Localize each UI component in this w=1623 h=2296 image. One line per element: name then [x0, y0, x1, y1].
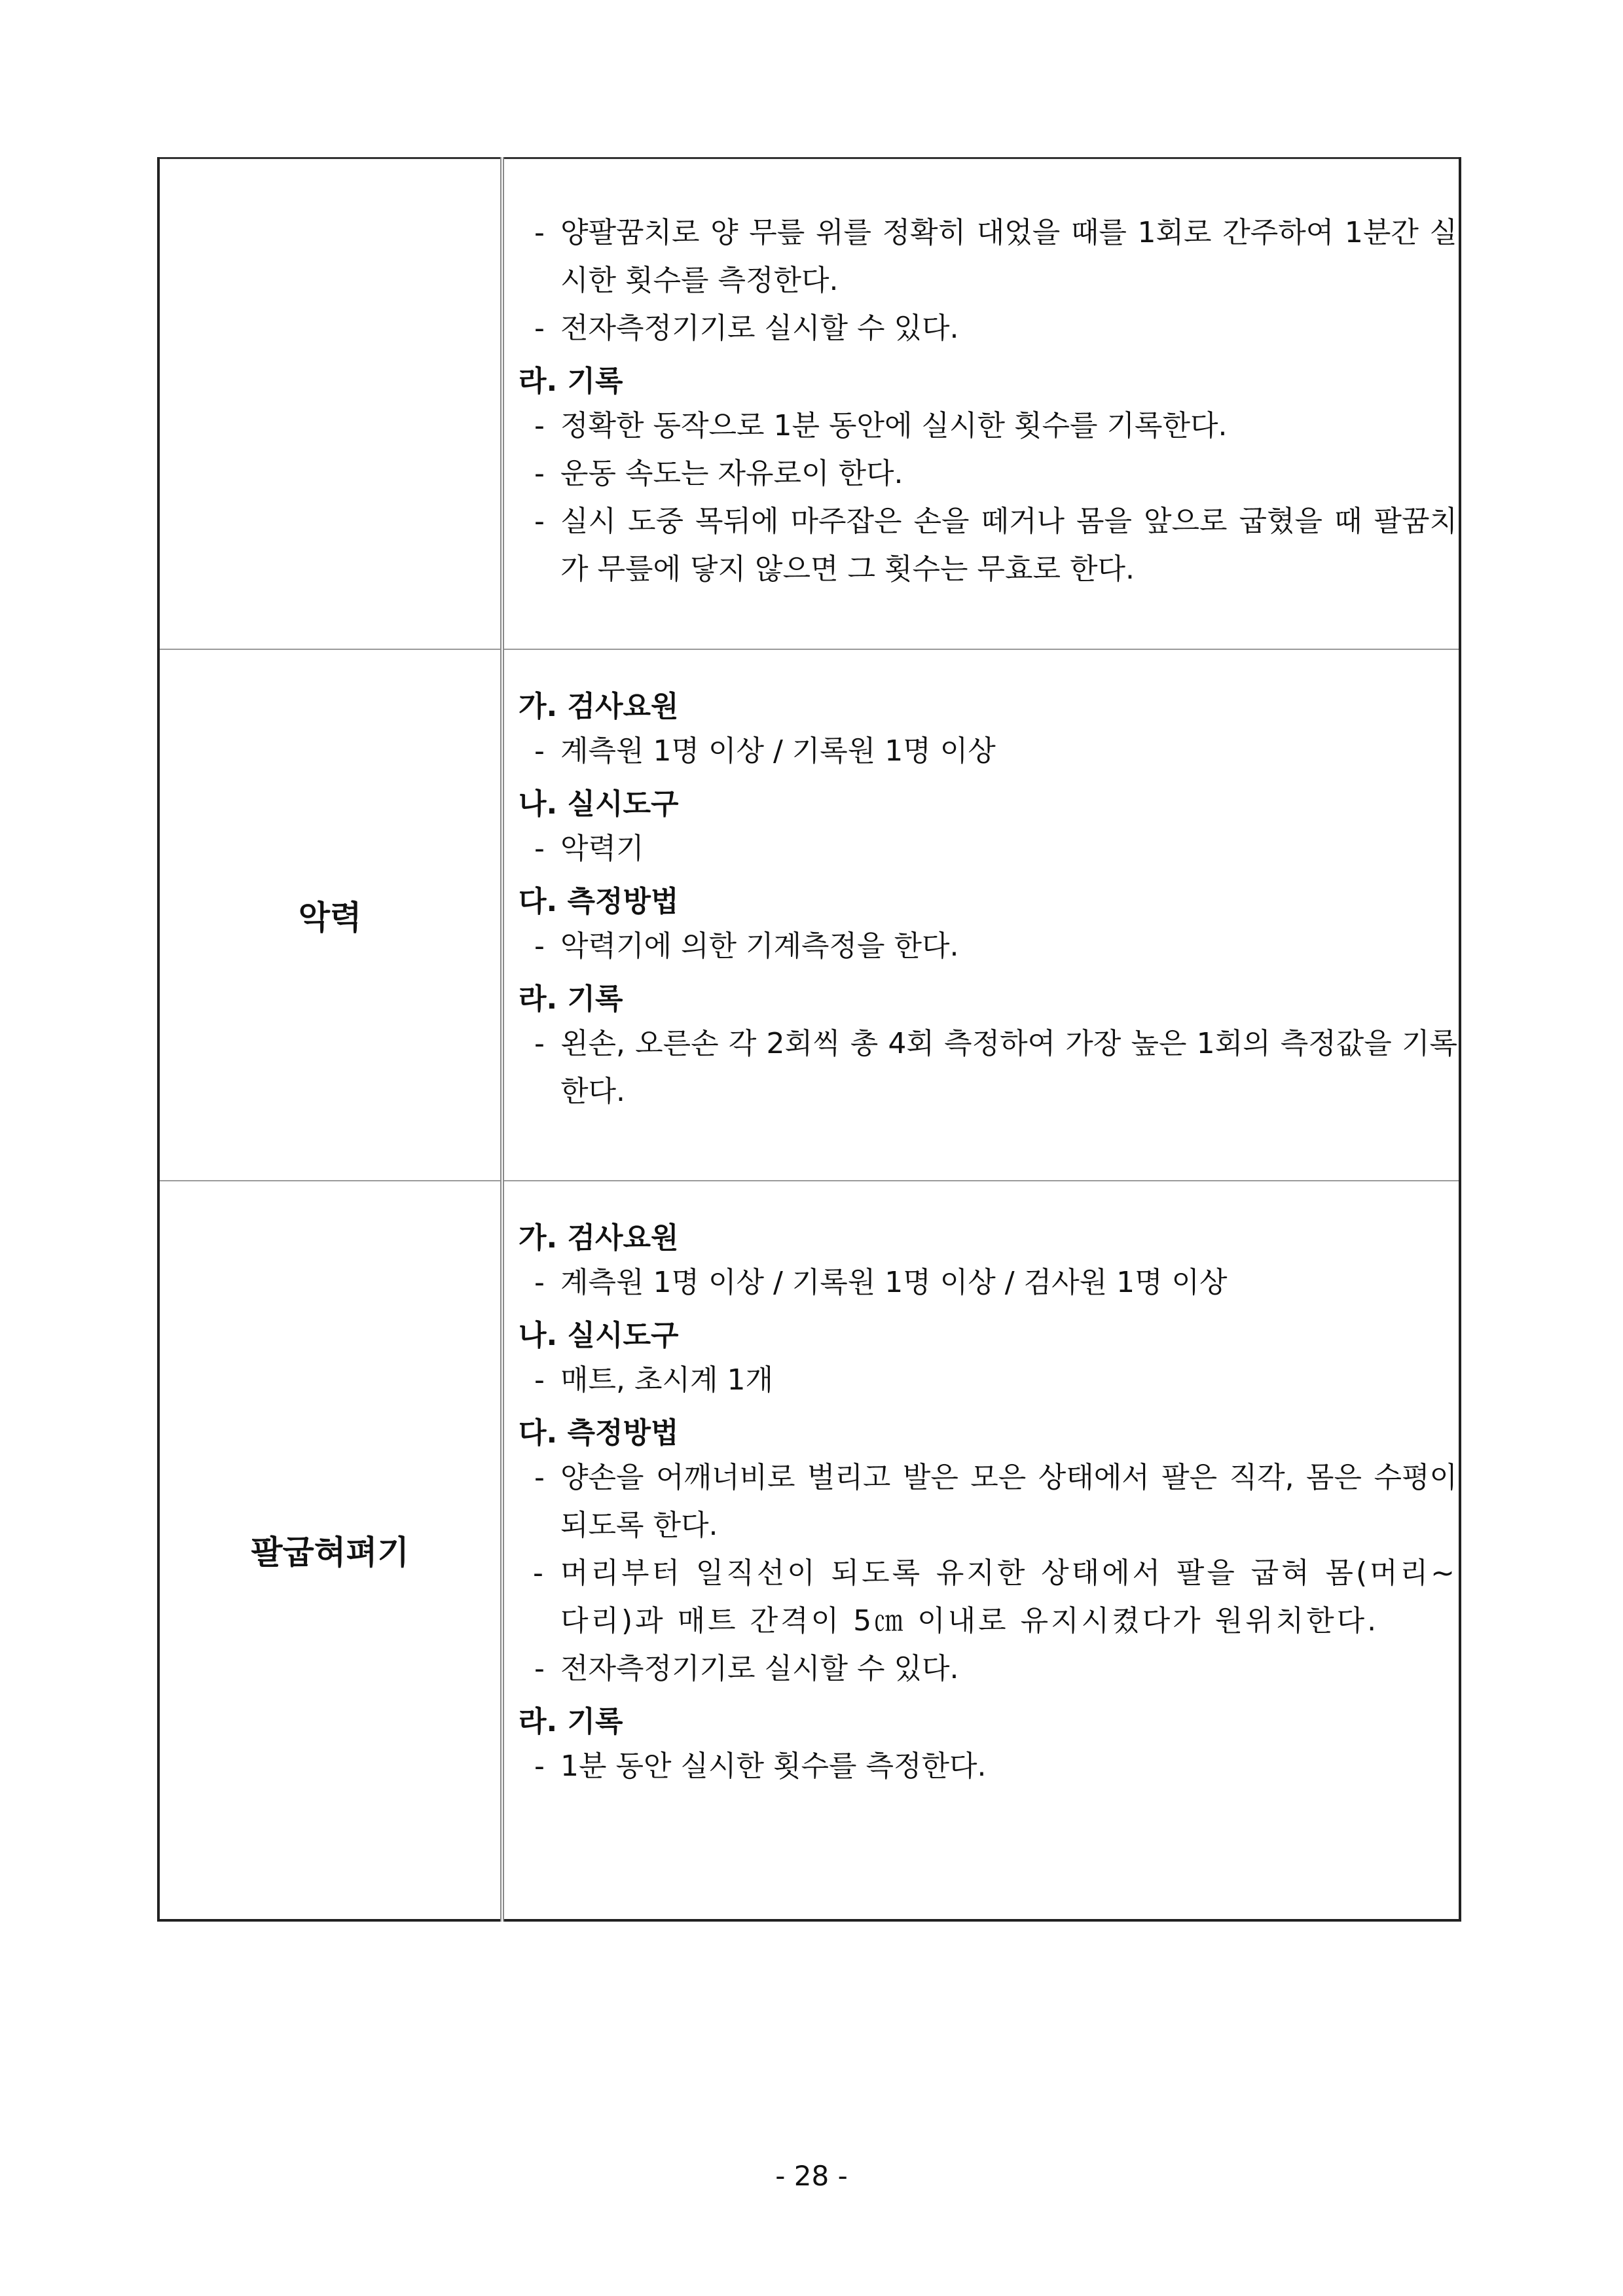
section-heading: 다. 측정방법 [519, 1416, 679, 1450]
row-content [502, 158, 1460, 649]
list-item [519, 402, 1457, 450]
list-item [519, 1742, 1457, 1790]
row-title: 팔굽혀펴기 [158, 1181, 502, 1920]
list-item-marker: - [534, 1265, 545, 1299]
list-item [519, 1259, 1457, 1306]
list-item-marker: - [534, 216, 545, 249]
list-item [519, 1356, 1457, 1404]
list-item-text: 매트, 초시계 1개 [560, 1363, 773, 1397]
list-item-marker: - [534, 1749, 545, 1783]
section-heading: 나. 실시도구 [519, 1318, 679, 1352]
section-heading: 라. 기록 [519, 365, 623, 398]
section-heading: 라. 기록 [519, 982, 623, 1016]
page-number: - 28 - [775, 2160, 848, 2192]
list-item-text: 악력기에 의한 기계측정을 한다. [560, 929, 959, 963]
table-row [158, 649, 1460, 1181]
list-item-marker: - [534, 312, 545, 345]
list-item-marker: - [534, 1363, 545, 1397]
list-item [519, 1454, 1457, 1549]
section-heading: 나. 실시도구 [519, 787, 679, 821]
section-heading: 라. 기록 [519, 1704, 623, 1738]
list-item [519, 1020, 1457, 1115]
list-item [519, 209, 1457, 304]
list-item-marker: - [534, 1460, 545, 1494]
list-item [519, 922, 1457, 970]
list-item-text: 머리부터 일직선이 되도록 유지한 상태에서 팔을 굽혀 몸(머리~다리)과 매트 간격이 5㎝ 이내로 유지시켰다가 원위치한다. [560, 1556, 1457, 1638]
list-item-text: 운동 속도는 자유로이 한다. [560, 457, 903, 490]
row-title [158, 158, 502, 649]
list-item-marker: - [534, 1026, 545, 1060]
list-item-text: 악력기 [560, 831, 644, 865]
row-title: 악력 [158, 649, 502, 1181]
row-content [502, 1181, 1460, 1920]
row-content [502, 649, 1460, 1181]
section-heading: 다. 측정방법 [519, 884, 679, 918]
list-item-text: 정확한 동작으로 1분 동안에 실시한 횟수를 기록한다. [560, 409, 1228, 442]
section-heading: 가. 검사요원 [519, 689, 679, 723]
list-item-text: 양손을 어깨너비로 벌리고 발은 모은 상태에서 팔은 직각, 몸은 수평이 되도록 한다. [560, 1460, 1457, 1542]
list-item-marker: - [533, 1556, 546, 1590]
list-item-marker: - [534, 831, 545, 865]
list-item [519, 450, 1457, 497]
list-item [519, 1645, 1457, 1693]
list-item-text: 전자측정기기로 실시할 수 있다. [560, 312, 959, 345]
list-item-marker: - [534, 457, 545, 490]
list-item-text: 양팔꿈치로 양 무릎 위를 정확히 대었을 때를 1회로 간주하여 1분간 실시한 횟수를 측정한다. [560, 216, 1457, 297]
list-item-text: 실시 도중 목뒤에 마주잡은 손을 떼거나 몸을 앞으로 굽혔을 때 팔꿈치가 무릎에 닿지 않으면 그 횟수는 무효로 한다. [560, 505, 1457, 586]
list-item-marker: - [534, 1651, 545, 1685]
list-item [519, 825, 1457, 872]
list-item [519, 304, 1457, 352]
section-heading: 가. 검사요원 [519, 1221, 679, 1255]
table-row [158, 158, 1460, 649]
list-item-marker: - [534, 734, 545, 768]
list-item-text: 1분 동안 실시한 횟수를 측정한다. [560, 1749, 987, 1783]
list-item-marker: - [534, 505, 545, 538]
list-item-text: 전자측정기기로 실시할 수 있다. [560, 1651, 959, 1685]
list-item-text: 계측원 1명 이상 / 기록원 1명 이상 [560, 734, 996, 768]
list-item [519, 727, 1457, 775]
list-item-marker: - [534, 929, 545, 963]
exam-method-table [157, 157, 1461, 1922]
table-row [158, 1181, 1460, 1920]
list-item [519, 497, 1457, 593]
list-item-text: 왼손, 오른손 각 2회씩 총 4회 측정하여 가장 높은 1회의 측정값을 기록한다. [560, 1026, 1457, 1108]
list-item-text: 계측원 1명 이상 / 기록원 1명 이상 / 검사원 1명 이상 [560, 1265, 1228, 1299]
list-item [519, 1549, 1457, 1645]
list-item-marker: - [534, 409, 545, 442]
